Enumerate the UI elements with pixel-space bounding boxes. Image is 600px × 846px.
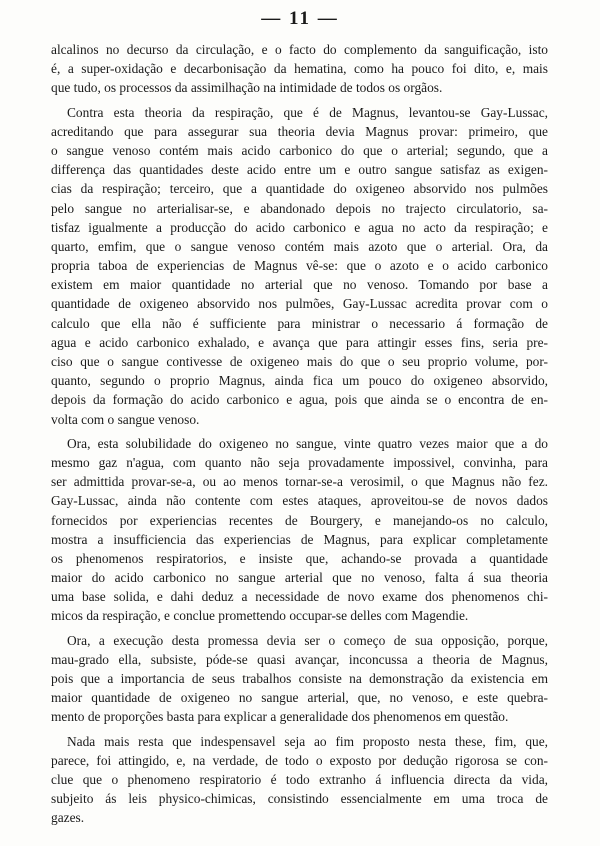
text-line: Ora, a execução desta promessa devia ser o começo de sua opposição, porque, — [67, 632, 548, 648]
text-line: Gay-Lussac, ainda não contente com estes ataques, aproveitou-se de novos dados — [51, 493, 548, 509]
body-text — [51, 40, 548, 828]
text-line: maior do acido carbonico no sangue arterial que no venoso, falta á sua theoria — [51, 570, 548, 586]
text-line: tisfaz igualmente a producção do acido carbonico e agua no acto da respiração; e — [51, 219, 548, 235]
text-line: gazes. — [51, 810, 85, 826]
text-line: maior quantidade de oxigeneo no sangue arterial, que, no venoso, e este quebra- — [51, 690, 548, 706]
text-line: depois da formação do acido carbonico e agua, pois que ainda se o encontra de en- — [51, 392, 548, 408]
text-line: pelo sangue no arterialisar-se, e abandonado depois no trajecto circulatorio, sa- — [51, 200, 548, 216]
text-line: volta com o sangue venoso. — [51, 411, 200, 427]
paragraph — [51, 103, 548, 429]
text-line: micos da respiração, e conclue promettendo occupar-se delles com Magendie. — [51, 608, 469, 624]
text-line: os phenomenos respiratorios, e insiste que, achando-se provada a quantidade — [51, 550, 548, 566]
text-line: parece, foi attingido, e, na verdade, de todo o exposto por dedução rigorosa se con- — [51, 752, 548, 768]
text-line: fornecidos por experiencias recentes de Bourgery, e manejando-os no calculo, — [51, 512, 548, 528]
text-line: o sangue venoso contém mais acido carbonico do que o arterial; segundo, que a — [51, 142, 548, 158]
text-line: alcalinos no decurso da circulação, e o facto do complemento da sanguificação, isto — [51, 42, 548, 57]
text-line: quarto, emfim, que o sangue venoso contém mais azoto que o arterial. Ora, da — [51, 238, 548, 254]
paragraph — [51, 732, 548, 828]
text-line: clue que o phenomeno respiratorio é todo extranho á influencia directa da vida, — [51, 771, 548, 787]
text-line: quantidade de oxigeneo absorvido nos pulmões, Gay-Lussac acredita provar com o — [51, 296, 548, 312]
text-line: ser admittida provar-se-a, ou ao menos tornar-se-a verosimil, o que Magnus não fez. — [51, 474, 548, 490]
text-line: mostra a insufficiencia das experiencias de Magnus, para explicar completamente — [51, 531, 548, 547]
paragraph — [51, 631, 548, 727]
text-line: pois que a importancia de seus trabalhos consiste na demonstração da existencia em — [51, 671, 548, 686]
text-line: quanto, segundo o proprio Magnus, ainda fica um pouco do oxigeneo absorvido, — [51, 373, 548, 389]
text-line: mento de proporções basta para explicar a generalidade dos phenomenos em questão. — [51, 709, 509, 725]
text-line: Nada mais resta que indespensavel seja ao fim proposto nesta these, fim, que, — [67, 733, 548, 749]
text-line: mesmo gaz n'agua, com quanto não seja provadamente impossivel, convinha, para — [51, 454, 548, 470]
paragraph — [51, 40, 548, 98]
text-line: subjeito ás leis physico-chimicas, consistindo essencialmente em uma troca de — [51, 791, 548, 807]
paragraph — [51, 434, 548, 626]
text-line: cias da respiração; terceiro, que a quantidade do oxigeneo absorvido nos pulmões — [51, 181, 548, 197]
text-line: uma base solida, e dahi deduz a necessidade de novo exame dos phenomenos chi- — [51, 589, 548, 605]
text-line: propria taboa de experiencias de Magnus vê-se: que o azoto e o acido carbonico — [51, 258, 548, 274]
text-line: Ora, esta solubilidade do oxigeneo no sangue, vinte quatro vezes maior que a do — [67, 435, 548, 451]
text-line: que tudo, os processos da assimilhação na intimidade de todos os orgãos. — [51, 80, 443, 96]
text-line: agua e acido carbonico exhalado, e avança que para attingir esses fins, seria pre- — [51, 334, 548, 350]
text-line: Contra esta theoria da respiração, que é de Magnus, levantou-se Gay-Lussac, — [67, 104, 548, 120]
text-line: acreditando que para assegurar sua theoria devia Magnus provar: primeiro, que — [51, 123, 548, 139]
text-line: differença das quantidades deste acido entre um e outro sangue satisfaz as exigen- — [51, 162, 548, 178]
text-line: ciso que o sangue contivesse de oxigeneo mais do que o seu proprio volume, por- — [51, 354, 548, 369]
text-line: calculo que ella não é sufficiente para ministrar o necessario á formação de — [51, 315, 548, 331]
text-line: existem em maior quantidade no arterial que no venoso. Tomando por base a — [51, 277, 548, 293]
page-number: — 11 — — [261, 8, 339, 29]
text-line: mau-grado ella, subsiste, póde-se quasi avançar, inconcussa a theoria de Magnus, — [51, 651, 548, 667]
text-line: é, a super-oxidação e decarbonisação da hematina, como ha pouco foi dito, e, mais — [51, 61, 548, 77]
